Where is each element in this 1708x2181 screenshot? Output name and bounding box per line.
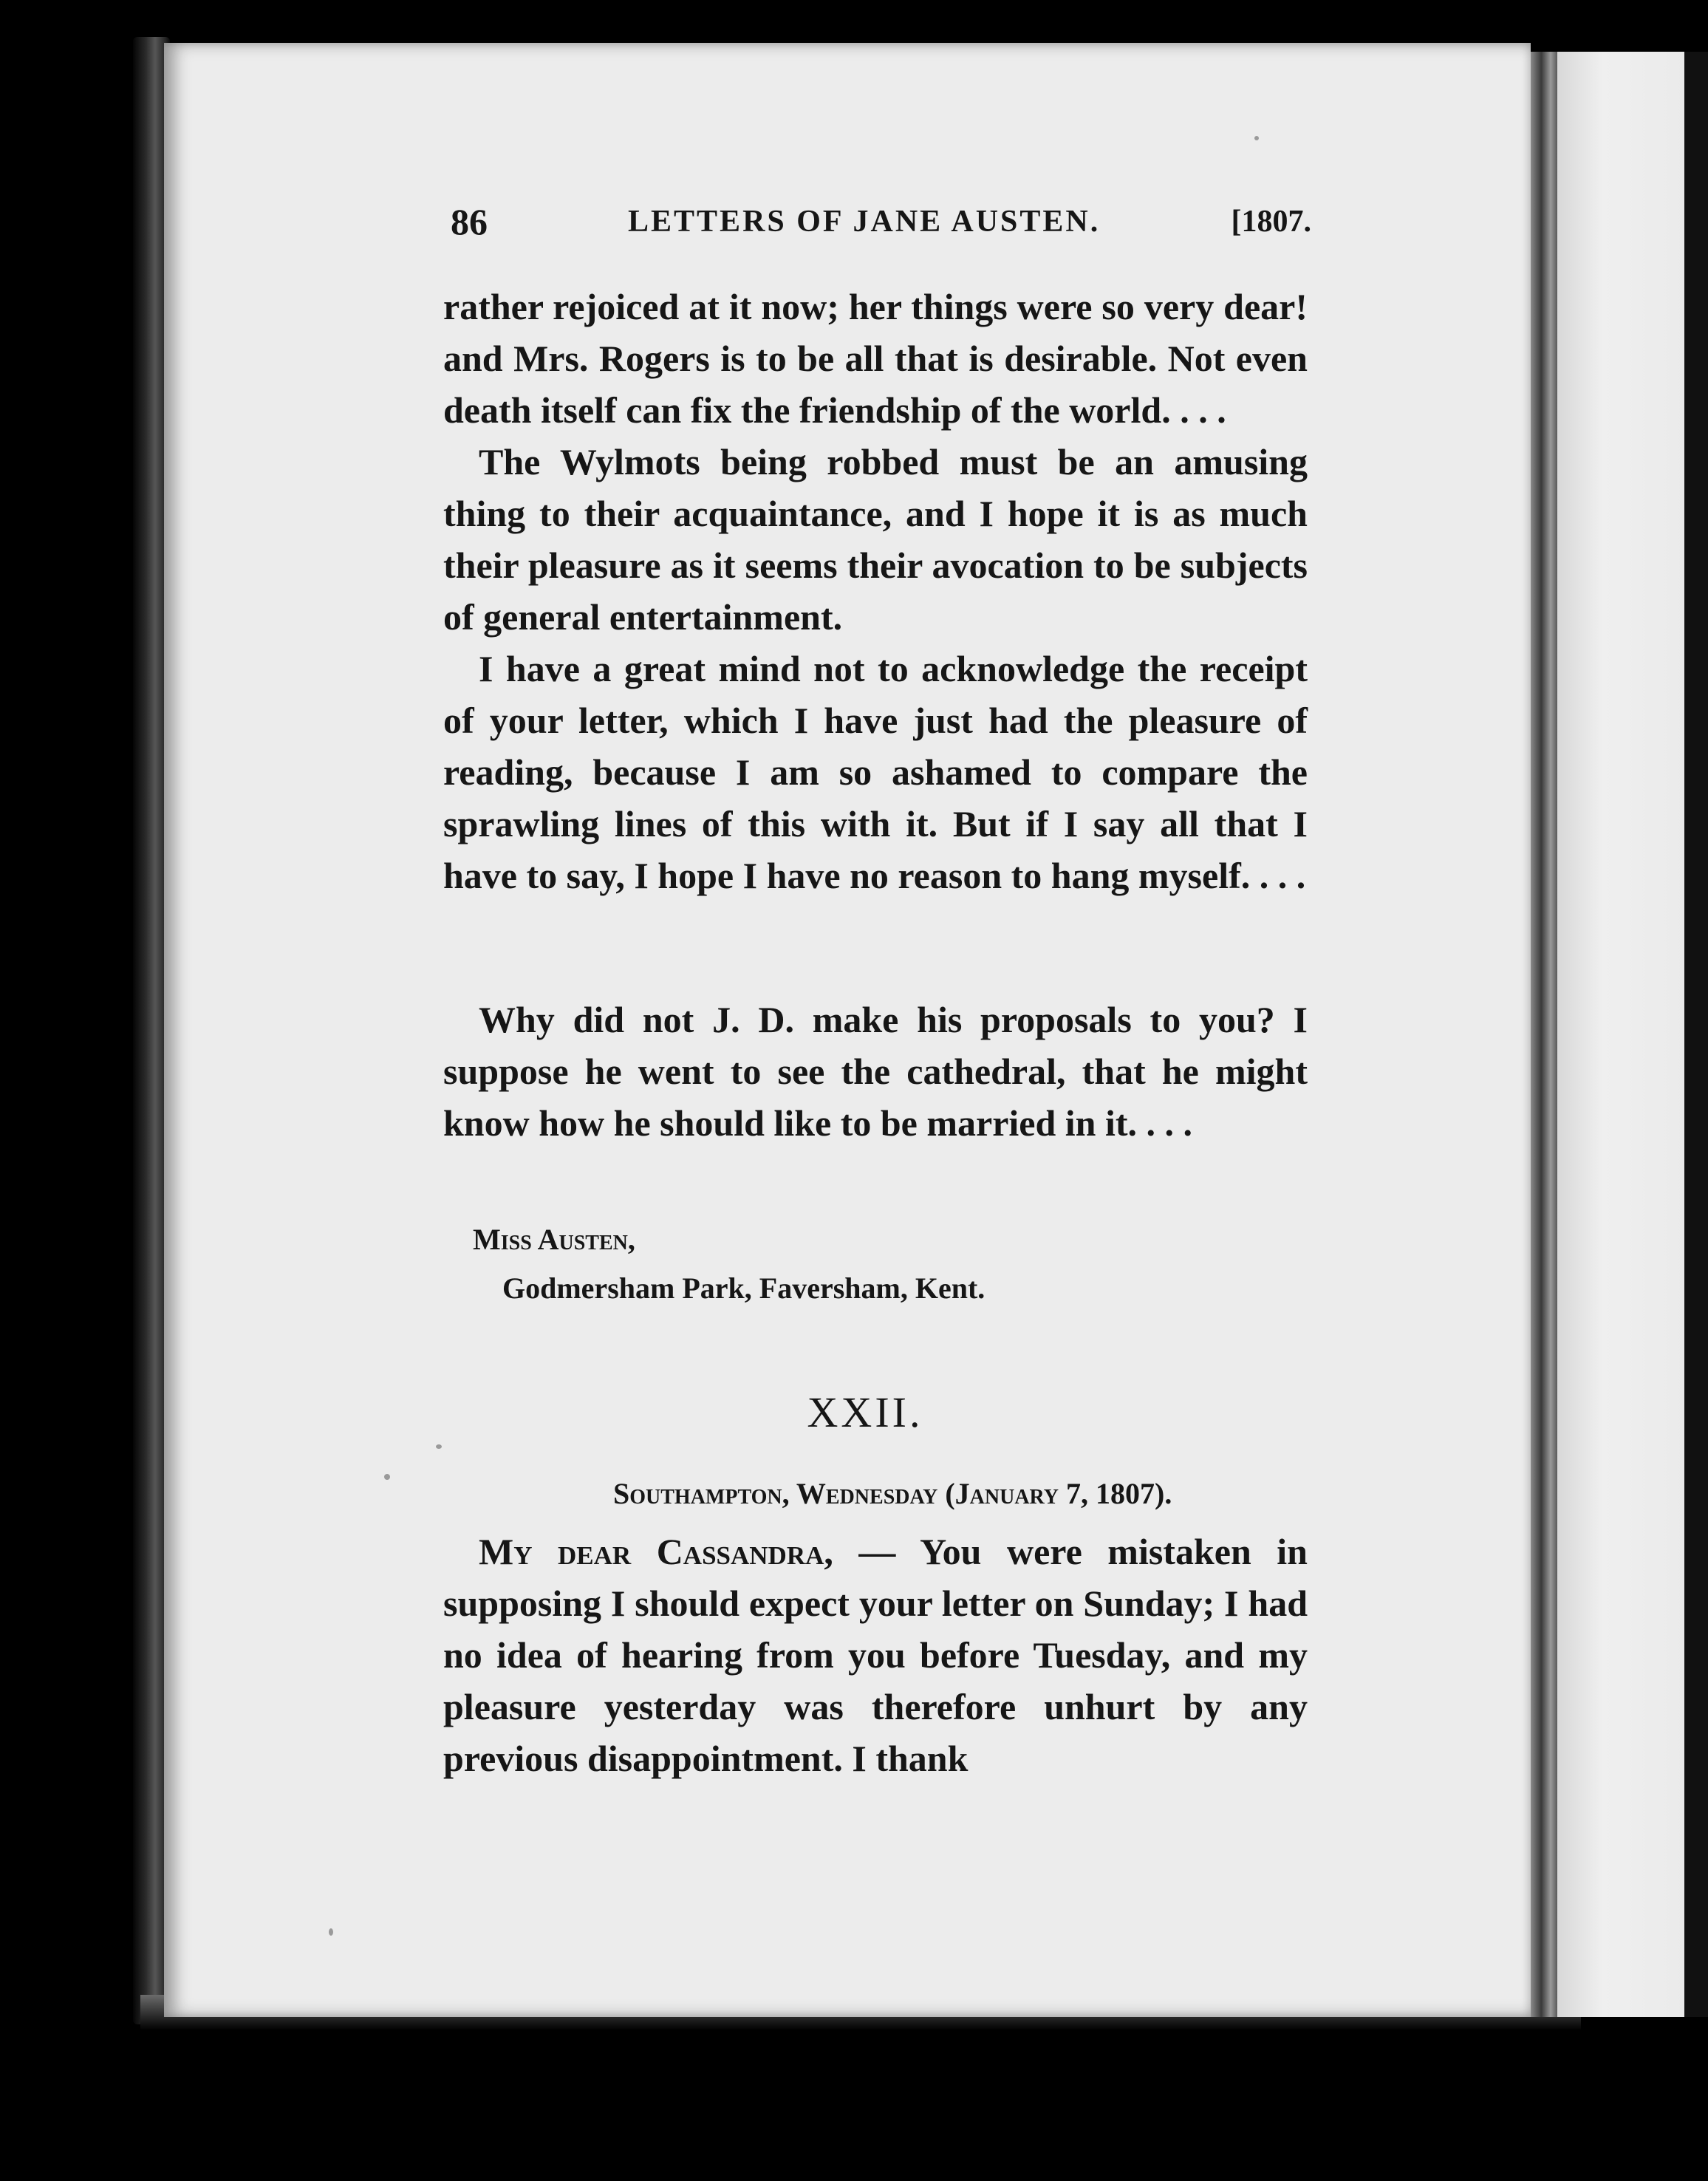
paragraph: rather rejoiced at it now; her things were so very dear! and Mrs. Rogers is to be all that is desirable. Not even death itself can fix the friendship of the world. . . . xyxy=(443,286,1308,431)
running-title: LETTERS OF JANE AUSTEN. xyxy=(628,205,1101,239)
scan-speck xyxy=(384,1474,390,1480)
scan-speck xyxy=(329,1928,333,1936)
letter-body-text: — You were mistaken in supposing I should expect your letter on Sunday; I had no idea of hearing from you before Tuesday, and my pleasure yesterday was therefore unhurt by any previous disappointment. I thank xyxy=(443,1531,1308,1779)
paragraph: I have a great mind not to acknowledge the receipt of your letter, which I have just had the pleasure of reading, because I am so ashamed to compare the sprawling lines of this with it. But if I say all that I have to say, I hope I have no reason to hang myself. . . . xyxy=(443,648,1308,896)
letter-dateline: Southampton, Wednesday (January 7, 1807). xyxy=(613,1477,1172,1510)
paragraph: Why did not J. D. make his proposals to you? I suppose he went to see the cathedral, that he might know how he should like to be married in it. . . . xyxy=(443,999,1308,1144)
scan-speck xyxy=(436,1444,442,1449)
running-head xyxy=(451,198,1311,245)
addressee-block xyxy=(473,1215,985,1313)
scan-speck xyxy=(1254,136,1259,140)
addressee-name: Miss Austen, xyxy=(473,1223,635,1256)
salutation: My dear Cassandra, xyxy=(479,1531,833,1572)
page-number: 86 xyxy=(451,201,488,242)
body-text-top xyxy=(443,281,1308,901)
letter-number: XXII. xyxy=(807,1388,923,1436)
letter-opening-paragraph xyxy=(443,1526,1308,1784)
body-text-middle xyxy=(443,994,1308,1149)
book-gutter xyxy=(1531,52,1557,2017)
letter-body xyxy=(443,1526,1308,1784)
running-year: [1807. xyxy=(1231,205,1311,239)
addressee-address: Godmersham Park, Faversham, Kent. xyxy=(502,1272,985,1305)
paragraph: The Wylmots being robbed must be an amusing thing to their acquaintance, and I hope it is as much their pleasure as it seems their avocation to be subjects of general entertainment. xyxy=(443,441,1308,638)
next-page-edge xyxy=(1684,52,1708,2017)
